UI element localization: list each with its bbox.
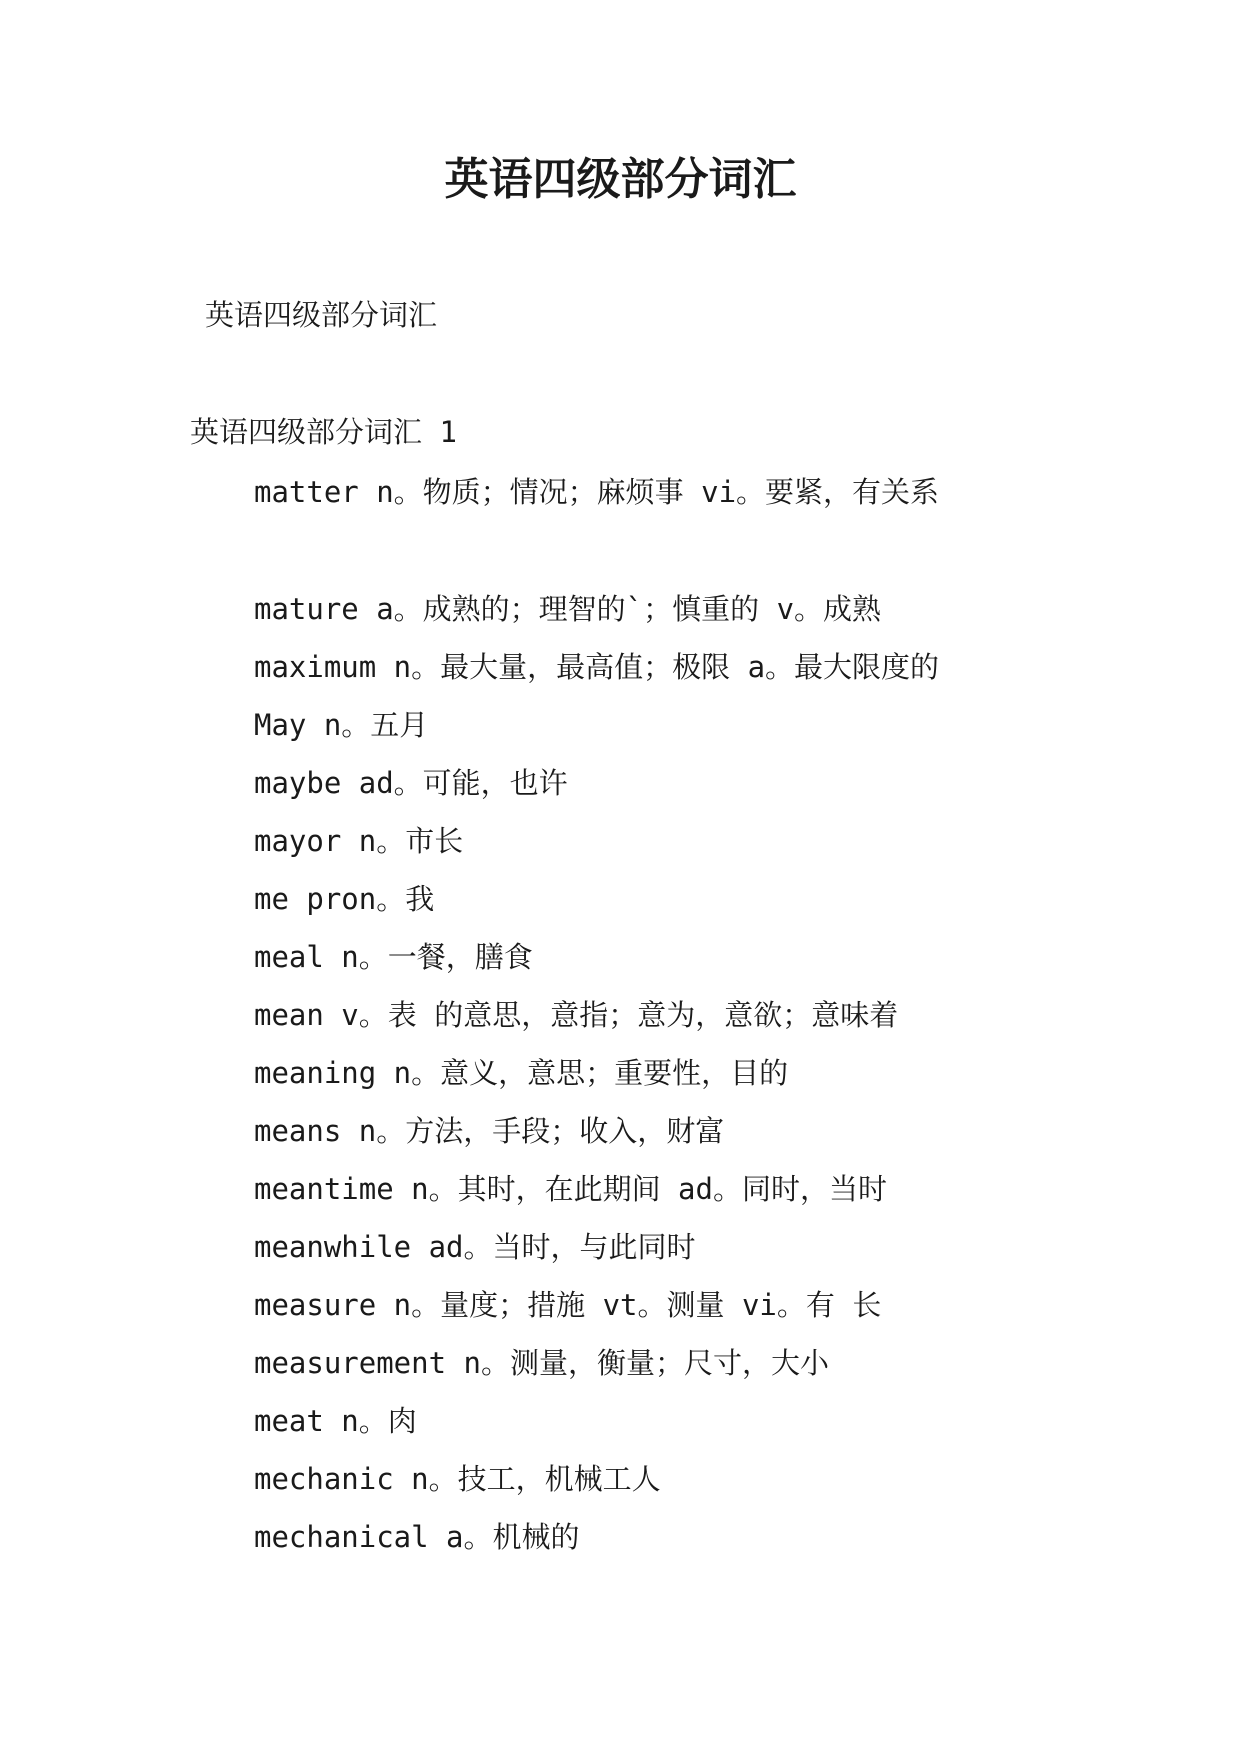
document-subtitle: 英语四级部分词汇	[205, 298, 438, 332]
section-heading: 英语四级部分词汇 1	[190, 415, 457, 449]
vocab-entry: me pron。我	[254, 882, 435, 916]
vocab-entry: mechanical a。机械的	[254, 1520, 580, 1554]
vocab-entry: meantime n。其时，在此期间 ad。同时，当时	[254, 1172, 887, 1206]
vocab-entry: measurement n。测量，衡量；尺寸，大小	[254, 1346, 829, 1380]
vocab-entry: maximum n。最大量，最高值；极限 a。最大限度的	[254, 650, 940, 684]
vocab-entry: mayor n。市长	[254, 824, 464, 858]
vocab-entry: meal n。一餐，膳食	[254, 940, 533, 974]
vocab-entry: May n。五月	[254, 708, 429, 742]
vocab-entry: maybe ad。可能，也许	[254, 766, 568, 800]
vocab-entry: meat n。肉	[254, 1404, 417, 1438]
vocab-entry: mean v。表 的意思，意指；意为，意欲；意味着	[254, 998, 899, 1032]
vocab-entry: means n。方法，手段；收入，财富	[254, 1114, 725, 1148]
vocab-entry: matter n。物质；情况；麻烦事 vi。要紧，有关系	[254, 475, 940, 509]
vocab-entry: mechanic n。技工，机械工人	[254, 1462, 661, 1496]
vocab-entry: meanwhile ad。当时，与此同时	[254, 1230, 696, 1264]
vocab-entry: measure n。量度；措施 vt。测量 vi。有 长	[254, 1288, 882, 1322]
vocab-entry: mature a。成熟的；理智的`；慎重的 v。成熟	[254, 592, 882, 626]
vocab-entry: meaning n。意义，意思；重要性，目的	[254, 1056, 789, 1090]
document-title: 英语四级部分词汇	[444, 154, 797, 205]
